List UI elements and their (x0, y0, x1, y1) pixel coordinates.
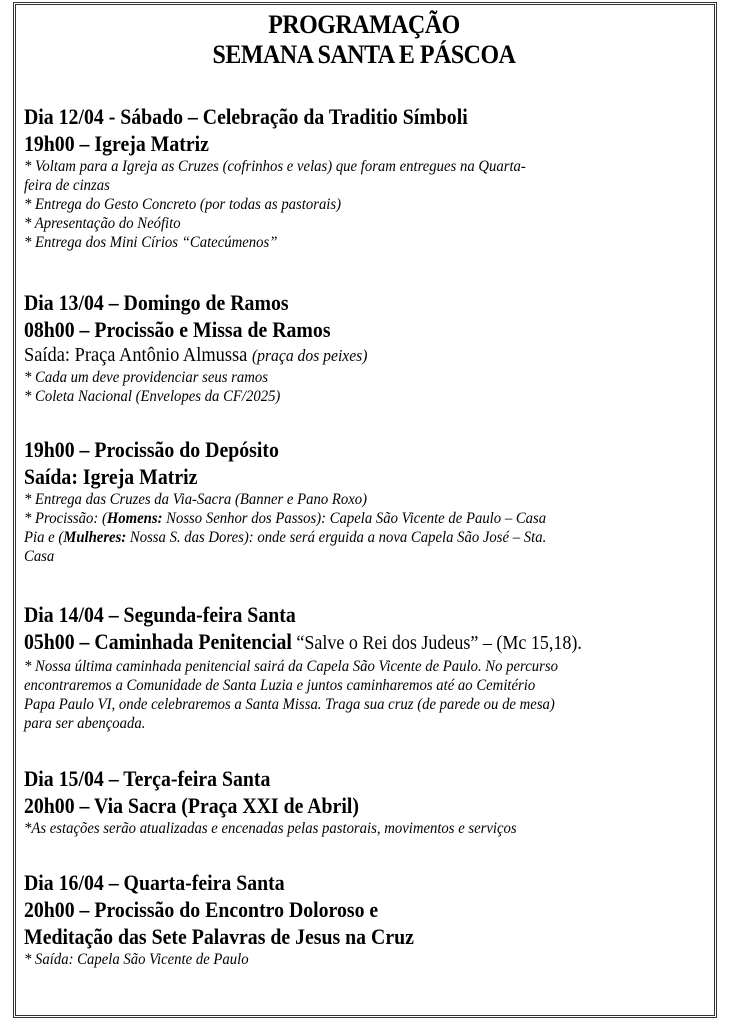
note: * Entrega das Cruzes da Via-Sacra (Banner e Pano Roxo) (24, 491, 368, 508)
note: feira de cinzas (24, 177, 110, 194)
section-subheading: 08h00 – Procissão e Missa de Ramos (24, 317, 331, 342)
procession-prefix: * Procissão: ( (24, 510, 107, 527)
note: * Voltam para a Igreja as Cruzes (cofrinhos e velas) que foram entregues na Quarta- (24, 158, 526, 175)
note: * Entrega do Gesto Concreto (por todas as pastorais) (24, 196, 342, 213)
section-heading: Dia 12/04 - Sábado – Celebração da Traditio Símboli (24, 104, 468, 129)
section-subheading (24, 628, 690, 657)
section-heading: 19h00 – Procissão do Depósito (24, 437, 279, 462)
departure-note: (praça dos peixes) (251, 346, 368, 365)
women-text: Nossa S. das Dores): onde será erguida a nova Capela São José – Sta. (126, 529, 547, 546)
note: * Apresentação do Neófito (24, 215, 181, 232)
section-16-04 (24, 869, 733, 969)
procession-line2-prefix: Pia e ( (24, 529, 64, 546)
section-subheading: 20h00 – Procissão do Encontro Doloroso e (24, 897, 379, 922)
section-14-04 (24, 601, 733, 733)
document-content (24, 10, 704, 968)
procession-line-3: Casa (24, 548, 55, 565)
note: * Saída: Capela São Vicente de Paulo (24, 951, 249, 968)
section-subheading-2: Meditação das Sete Palavras de Jesus na Cruz (24, 924, 414, 949)
note: para ser abençoada. (24, 715, 146, 732)
section-subheading: Saída: Igreja Matriz (24, 464, 198, 489)
title-line-2: SEMANA SANTA E PÁSCOA (212, 40, 516, 69)
section-15-04 (24, 765, 733, 838)
section-deposito (24, 436, 733, 566)
section-subheading: 20h00 – Via Sacra (Praça XXI de Abril) (24, 793, 359, 818)
section-heading: Dia 15/04 – Terça-feira Santa (24, 766, 271, 791)
note: * Coleta Nacional (Envelopes da CF/2025) (24, 388, 281, 405)
men-label: Homens: (106, 510, 163, 527)
note: Papa Paulo VI, onde celebraremos a Santa Missa. Traga sua cruz (de parede ou de mesa) (24, 696, 555, 713)
section-subheading: 19h00 – Igreja Matriz (24, 131, 209, 156)
subheading-bold: 05h00 – Caminhada Penitencial (24, 629, 292, 654)
note: * Entrega dos Mini Círios “Catecúmenos” (24, 234, 278, 251)
page-title (51, 10, 677, 70)
women-label: Mulheres: (63, 529, 127, 546)
title-line-1: PROGRAMAÇÃO (268, 10, 460, 39)
note: encontraremos a Comunidade de Santa Luzia e juntos caminharemos até ao Cemitério (24, 677, 536, 694)
procession-line-1 (24, 509, 705, 528)
section-heading: Dia 13/04 – Domingo de Ramos (24, 290, 289, 315)
departure-line (24, 343, 705, 368)
note: * Nossa última caminhada penitencial sairá da Capela São Vicente de Paulo. No percurso (24, 658, 558, 675)
note: *As estações serão atualizadas e encenadas pelas pastorais, movimentos e serviços (24, 820, 517, 837)
section-heading: Dia 16/04 – Quarta-feira Santa (24, 870, 285, 895)
note: * Cada um deve providenciar seus ramos (24, 369, 268, 386)
section-13-04 (24, 289, 733, 406)
procession-line-2 (24, 528, 705, 547)
departure-label: Saída: Praça Antônio Almussa (24, 344, 248, 366)
subheading-quote: “Salve o Rei dos Judeus” – (Mc 15,18). (291, 632, 582, 654)
section-heading: Dia 14/04 – Segunda-feira Santa (24, 602, 296, 627)
section-12-04 (24, 103, 733, 252)
men-text: Nosso Senhor dos Passos): Capela São Vicente de Paulo – Casa (162, 510, 547, 527)
